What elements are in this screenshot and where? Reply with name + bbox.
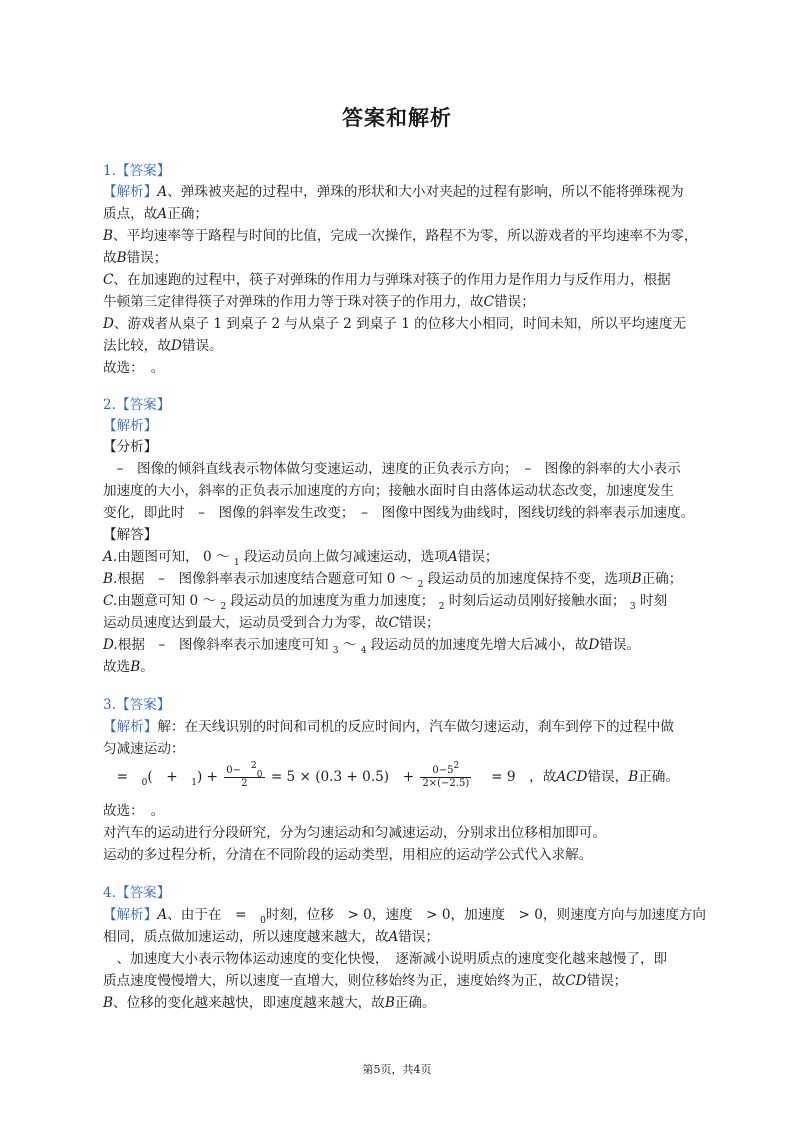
- q2-line-3: 变化，即此时 – 图像的斜率发生改变； – 图像中图线为曲线时，图线切线的斜率表示加速度。: [103, 505, 695, 521]
- q1-line-5: C、在加速跑的过程中，筷子对弹珠的作用力与弹珠对筷子的作用力是作用力与反作用力，根据: [103, 272, 671, 288]
- q4-line-1: 【解析】A、由于在 = $_0$时刻，位移 > 0，速度 > 0，加速度 > 0，则速度方向与加速度方向: [103, 907, 706, 926]
- q1-analysis-tag: 【解析】: [103, 184, 158, 200]
- q2-jieda-tag: 【解答】: [103, 527, 158, 543]
- q4-header: [103, 882, 170, 904]
- q3-answer-tag: 【答案】: [115, 697, 171, 713]
- q1-answer-tag: 【答案】: [115, 163, 171, 179]
- q1-line-3: B、平均速率等于路程与时间的比值，完成一次操作，路程不为零，所以游戏者的平均速率不为零，: [103, 228, 698, 244]
- q2-option-c-cont: 运动员速度达到最大，运动员受到合力为零，故C错误；: [103, 615, 440, 631]
- q2-option-b: B.根据 – 图像斜率表示加速度结合题意可知 0 ～ $_2$ 段运动员的加速度保持不变，选项B正确；: [103, 571, 683, 590]
- q3-equation: = $_0$( + $_1$) + $\frac{0- 20}{2}$ = 5 × (0.3 + 0.5) + $\frac{0-52}{2\times(-2.5)}$ = 9 ，故ACD错误，B正确。: [103, 761, 679, 789]
- q2-option-c: C.由题意可知 0 ～ $_2$ 段运动员的加速度为重力加速度； $_2$ 时刻后运动员刚好接触水面； $_3$ 时刻: [103, 593, 668, 612]
- q3-header: [103, 694, 170, 716]
- q3-number: 3.: [103, 697, 116, 713]
- q2-header: [103, 394, 170, 416]
- q2-fenxi-tag: 【分析】: [103, 439, 158, 455]
- q4-answer-tag: 【答案】: [115, 885, 171, 901]
- q1-line-9: 故选： 。: [103, 360, 165, 376]
- q4-line-2: 相同，质点做加速运动，所以速度越来越大，故A错误；: [103, 929, 440, 945]
- q2-answer-tag: 【答案】: [115, 397, 171, 413]
- q2-number: 2.: [103, 397, 116, 413]
- q2-conclusion: 故选B。: [103, 659, 154, 675]
- q1-number: 1.: [103, 163, 116, 179]
- q3-line-4: 对汽车的运动进行分段研究，分为匀速运动和匀减速运动，分别求出位移相加即可。: [103, 825, 606, 841]
- q3-analysis-tag: 【解析】: [103, 719, 158, 735]
- q3-line-3: 故选： 。: [103, 803, 165, 819]
- q1-line-7: D、游戏者从桌子 1 到桌子 2 与从桌子 2 到桌子 1 的位移大小相同，时间未知，所以平均速度无: [103, 316, 687, 332]
- q2-analysis-tag: 【解析】: [103, 418, 158, 434]
- q1-header: [103, 160, 170, 182]
- q3-fraction-1: $\frac{0- 20}{2}$: [226, 761, 263, 789]
- q4-analysis-tag: 【解析】: [103, 907, 158, 923]
- page-title: 答案和解析: [342, 105, 452, 130]
- q2-option-d: D.根据 – 图像斜率表示加速度可知 $_3$ ～ $_4$ 段运动员的加速度先增大后减小，故D错误。: [103, 637, 641, 656]
- q2-option-a: A.由题图可知， 0 ～ $_1$ 段运动员向上做匀减速运动，选项A错误；: [103, 549, 499, 568]
- q3-fraction-2: $\frac{0-52}{2\times(-2.5)}$: [422, 761, 470, 789]
- q4-line-5: B、位移的变化越来越快，即速度越来越大，故B正确。: [103, 995, 436, 1011]
- q1-line-1: 【解析】A、弹珠被夹起的过程中，弹珠的形状和大小对夹起的过程有影响，所以不能将弹珠视为: [103, 184, 684, 200]
- q3-line-1: 【解析】解：在天线识别的时间和司机的反应时间内，汽车做匀速运动，刹车到停下的过程中做: [103, 719, 674, 735]
- q1-line-4: 故B错误；: [103, 250, 168, 266]
- page-footer: 第5页，共4页: [362, 1063, 432, 1076]
- q4-line-3: 、加速度大小表示物体运动速度的变化快慢， 逐渐减小说明质点的速度变化越来越慢了，即: [103, 951, 668, 967]
- q3-line-2: 匀减速运动：: [103, 741, 185, 757]
- q1-line-2: 质点，故A正确；: [103, 206, 208, 222]
- q3-line-5: 运动的多过程分析，分清在不同阶段的运动类型，用相应的运动学公式代入求解。: [103, 847, 593, 863]
- q1-line-6: 牛顿第三定律得筷子对弹珠的作用力等于珠对筷子的作用力，故C错误；: [103, 294, 535, 310]
- q4-line-4: 质点速度慢慢增大，所以速度一直增大，则位移始终为正，速度始终为正，故CD错误；: [103, 973, 628, 989]
- q4-number: 4.: [103, 885, 116, 901]
- q1-line-8: 法比较，故D错误。: [103, 338, 223, 354]
- q2-line-1: – 图像的倾斜直线表示物体做匀变速运动，速度的正负表示方向； – 图像的斜率的大小表示: [103, 461, 681, 477]
- q2-line-2: 加速度的大小，斜率的正负表示加速度的方向；接触水面时自由落体运动状态改变，加速度发生: [103, 483, 674, 499]
